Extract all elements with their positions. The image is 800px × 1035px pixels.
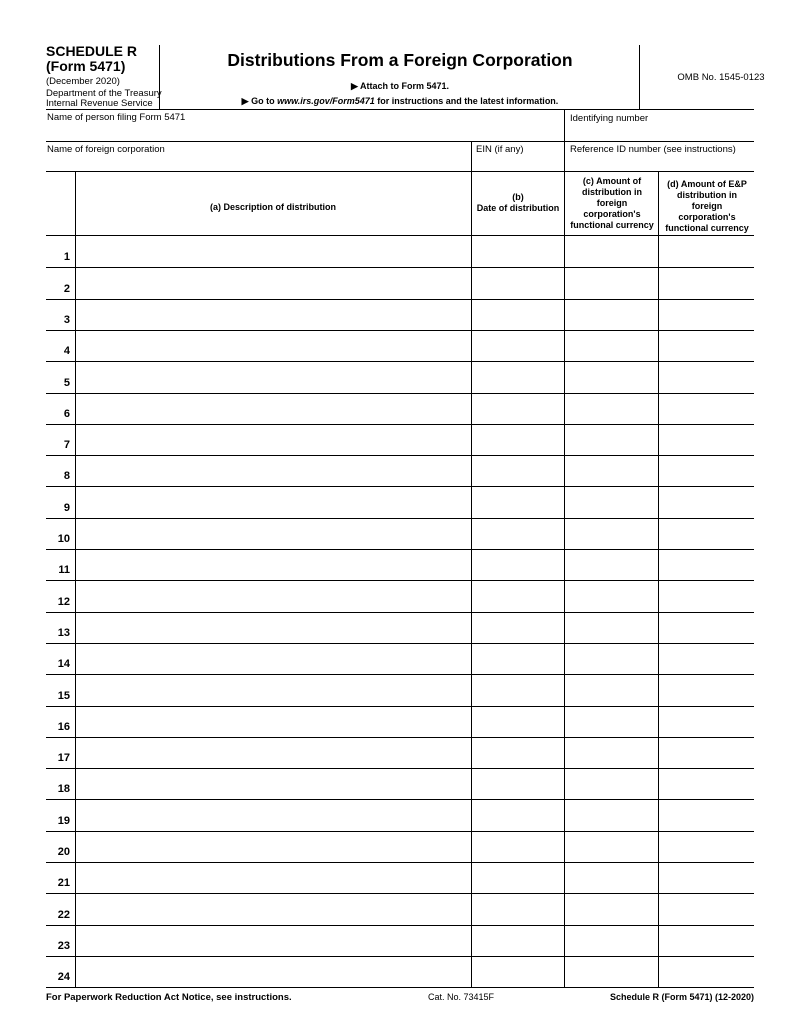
description-cell[interactable]: [76, 674, 470, 704]
attach-instruction: ▶ Attach to Form 5471.: [350, 81, 450, 91]
line-number: 14: [57, 658, 70, 671]
date-cell[interactable]: [472, 956, 563, 986]
amount-cell[interactable]: [565, 299, 657, 329]
date-cell[interactable]: [472, 862, 563, 892]
goto-instruction: [170, 96, 630, 107]
line-number: 23: [57, 939, 70, 952]
date-cell[interactable]: [472, 267, 563, 297]
form-footer-id: Schedule R (Form 5471) (12-2020): [609, 992, 754, 1002]
ep-amount-cell[interactable]: [659, 455, 754, 485]
line-number: 22: [57, 908, 70, 921]
amount-cell[interactable]: [565, 236, 657, 266]
description-cell[interactable]: [76, 424, 470, 454]
description-cell[interactable]: [76, 831, 470, 861]
identifying-number-field[interactable]: [568, 124, 754, 140]
description-cell[interactable]: [76, 799, 470, 829]
description-cell[interactable]: [76, 549, 470, 579]
col-d-line: distribution in: [677, 190, 737, 200]
col-c-line: (c) Amount of: [582, 176, 642, 186]
form-number: (Form 5471): [46, 58, 126, 74]
line-number: 1: [63, 251, 70, 264]
ep-amount-cell[interactable]: [659, 925, 754, 955]
date-cell[interactable]: [472, 424, 563, 454]
amount-cell[interactable]: [565, 330, 657, 360]
line-number: 21: [57, 877, 70, 890]
date-cell[interactable]: [472, 893, 563, 923]
col-d-line: corporation's: [678, 212, 736, 222]
date-cell[interactable]: [472, 486, 563, 516]
col-c-line: distribution in: [582, 187, 642, 197]
description-cell[interactable]: [76, 518, 470, 548]
date-cell[interactable]: [472, 518, 563, 548]
line-number: 12: [57, 595, 70, 608]
person-name-label: Name of person filing Form 5471: [47, 112, 186, 123]
col-a-header: (a) Description of distribution: [210, 202, 336, 212]
ep-amount-cell[interactable]: [659, 737, 754, 767]
line-number: 8: [63, 470, 70, 483]
line-number: 7: [63, 439, 70, 452]
ep-amount-cell[interactable]: [659, 768, 754, 798]
schedule-title: SCHEDULE R: [46, 43, 138, 59]
ep-amount-cell[interactable]: [659, 893, 754, 923]
amount-cell[interactable]: [565, 799, 657, 829]
schedule-id: [46, 44, 137, 74]
description-cell[interactable]: [76, 393, 470, 423]
description-cell[interactable]: [76, 956, 470, 986]
ep-amount-cell[interactable]: [659, 330, 754, 360]
description-cell[interactable]: [76, 768, 470, 798]
line-number: 4: [63, 345, 70, 358]
amount-cell[interactable]: [565, 361, 657, 391]
col-c-line: functional currency: [570, 220, 654, 230]
line-number: 10: [57, 533, 70, 545]
description-cell[interactable]: [76, 580, 470, 610]
col-d-line: foreign: [691, 201, 723, 211]
line-number: 15: [57, 689, 70, 702]
date-cell[interactable]: [472, 361, 563, 391]
amount-cell[interactable]: [565, 737, 657, 767]
department: Department of the Treasury: [46, 88, 162, 99]
amount-cell[interactable]: [565, 768, 657, 798]
header-bottom-rule: [46, 109, 754, 110]
line-number: 19: [57, 814, 70, 827]
amount-cell[interactable]: [565, 643, 657, 673]
ep-amount-cell[interactable]: [659, 831, 754, 861]
ep-amount-cell[interactable]: [659, 518, 754, 548]
line-number: 2: [63, 282, 70, 295]
date-cell[interactable]: [472, 236, 563, 266]
amount-cell[interactable]: [565, 893, 657, 923]
amount-cell[interactable]: [565, 831, 657, 861]
date-cell[interactable]: [472, 831, 563, 861]
amount-cell[interactable]: [565, 455, 657, 485]
identifying-number-label: Identifying number: [570, 113, 649, 124]
col-b-header: [472, 192, 564, 214]
description-cell[interactable]: [76, 299, 470, 329]
amount-cell[interactable]: [565, 925, 657, 955]
ep-amount-cell[interactable]: [659, 706, 754, 736]
ep-amount-cell[interactable]: [659, 643, 754, 673]
date-cell[interactable]: [472, 549, 563, 579]
irs-link[interactable]: www.irs.gov/Form5471: [277, 96, 375, 106]
col-b-title: Date of distribution: [476, 203, 560, 213]
col-c-line: foreign: [596, 198, 628, 208]
line-number: 17: [57, 752, 70, 765]
ep-amount-cell[interactable]: [659, 799, 754, 829]
col-c-header: [566, 176, 658, 231]
amount-cell[interactable]: [565, 706, 657, 736]
date-cell[interactable]: [472, 674, 563, 704]
description-cell[interactable]: [76, 862, 470, 892]
description-cell[interactable]: [76, 486, 470, 516]
amount-cell[interactable]: [565, 580, 657, 610]
description-cell[interactable]: [76, 330, 470, 360]
ep-amount-cell[interactable]: [659, 612, 754, 642]
person-name-field[interactable]: [47, 124, 563, 140]
line-number: 16: [57, 720, 70, 733]
ep-amount-cell[interactable]: [659, 486, 754, 516]
fields-rule-1: [46, 141, 754, 142]
header-divider-right: [639, 45, 640, 110]
amount-cell[interactable]: [565, 956, 657, 986]
date-cell[interactable]: [472, 768, 563, 798]
field-divider-ein: [471, 142, 472, 172]
line-number: 5: [63, 376, 70, 389]
description-cell[interactable]: [76, 236, 470, 266]
date-cell[interactable]: [472, 799, 563, 829]
ep-amount-cell[interactable]: [659, 393, 754, 423]
catalog-number: Cat. No. 73415F: [428, 992, 495, 1002]
col-c-line: corporation's: [583, 209, 641, 219]
ein-field[interactable]: [473, 156, 563, 171]
line-number: 6: [63, 407, 70, 420]
ep-amount-cell[interactable]: [659, 361, 754, 391]
revision-date: (December 2020): [46, 76, 120, 87]
goto-suffix: for instructions and the latest information.: [374, 96, 559, 106]
col-b-letter: (b): [512, 192, 524, 202]
date-cell[interactable]: [472, 737, 563, 767]
amount-cell[interactable]: [565, 486, 657, 516]
amount-cell[interactable]: [565, 424, 657, 454]
date-cell[interactable]: [472, 925, 563, 955]
amount-cell[interactable]: [565, 612, 657, 642]
ep-amount-cell[interactable]: [659, 267, 754, 297]
paperwork-notice: For Paperwork Reduction Act Notice, see instructions.: [46, 992, 292, 1003]
amount-cell[interactable]: [565, 549, 657, 579]
date-cell[interactable]: [472, 612, 563, 642]
line-number: 24: [57, 971, 70, 984]
line-number: 9: [63, 501, 70, 514]
amount-cell[interactable]: [565, 862, 657, 892]
line-number: 18: [57, 783, 70, 796]
date-cell[interactable]: [472, 393, 563, 423]
line-number: 11: [58, 564, 70, 577]
header-divider-left: [159, 45, 160, 110]
line-number: 3: [63, 313, 70, 326]
date-cell[interactable]: [472, 643, 563, 673]
description-cell[interactable]: [76, 612, 470, 642]
agency: Internal Revenue Service: [46, 98, 153, 109]
ep-amount-cell[interactable]: [659, 956, 754, 986]
ep-amount-cell[interactable]: [659, 549, 754, 579]
ep-amount-cell[interactable]: [659, 299, 754, 329]
ein-label: EIN (if any): [476, 144, 524, 155]
line-number: 13: [57, 626, 70, 639]
reference-id-field[interactable]: [568, 156, 754, 171]
ep-amount-cell[interactable]: [659, 424, 754, 454]
amount-cell[interactable]: [565, 267, 657, 297]
description-cell[interactable]: [76, 361, 470, 391]
date-cell[interactable]: [472, 299, 563, 329]
description-cell[interactable]: [76, 925, 470, 955]
line-number: 20: [57, 846, 70, 858]
foreign-corp-label: Name of foreign corporation: [47, 144, 165, 155]
table-bottom-rule: [46, 987, 754, 988]
ep-amount-cell[interactable]: [659, 580, 754, 610]
amount-cell[interactable]: [565, 674, 657, 704]
goto-prefix: ▶ Go to: [241, 96, 278, 106]
description-cell[interactable]: [76, 455, 470, 485]
date-cell[interactable]: [472, 706, 563, 736]
col-d-line: (d) Amount of E&P: [667, 179, 747, 189]
reference-id-label: Reference ID number (see instructions): [570, 144, 736, 155]
foreign-corp-field[interactable]: [47, 156, 469, 171]
description-cell[interactable]: [76, 893, 470, 923]
amount-cell[interactable]: [565, 518, 657, 548]
date-cell[interactable]: [472, 580, 563, 610]
ep-amount-cell[interactable]: [659, 236, 754, 266]
description-cell[interactable]: [76, 643, 470, 673]
ep-amount-cell[interactable]: [659, 862, 754, 892]
description-cell[interactable]: [76, 706, 470, 736]
col-d-line: functional currency: [665, 223, 749, 233]
date-cell[interactable]: [472, 330, 563, 360]
date-cell[interactable]: [472, 455, 563, 485]
omb-number: OMB No. 1545-0123: [677, 72, 765, 83]
description-cell[interactable]: [76, 267, 470, 297]
fields-rule-2: [46, 171, 754, 172]
form-title: Distributions From a Foreign Corporation: [227, 50, 573, 70]
amount-cell[interactable]: [565, 393, 657, 423]
description-cell[interactable]: [76, 737, 470, 767]
ep-amount-cell[interactable]: [659, 674, 754, 704]
col-d-header: [659, 179, 755, 234]
